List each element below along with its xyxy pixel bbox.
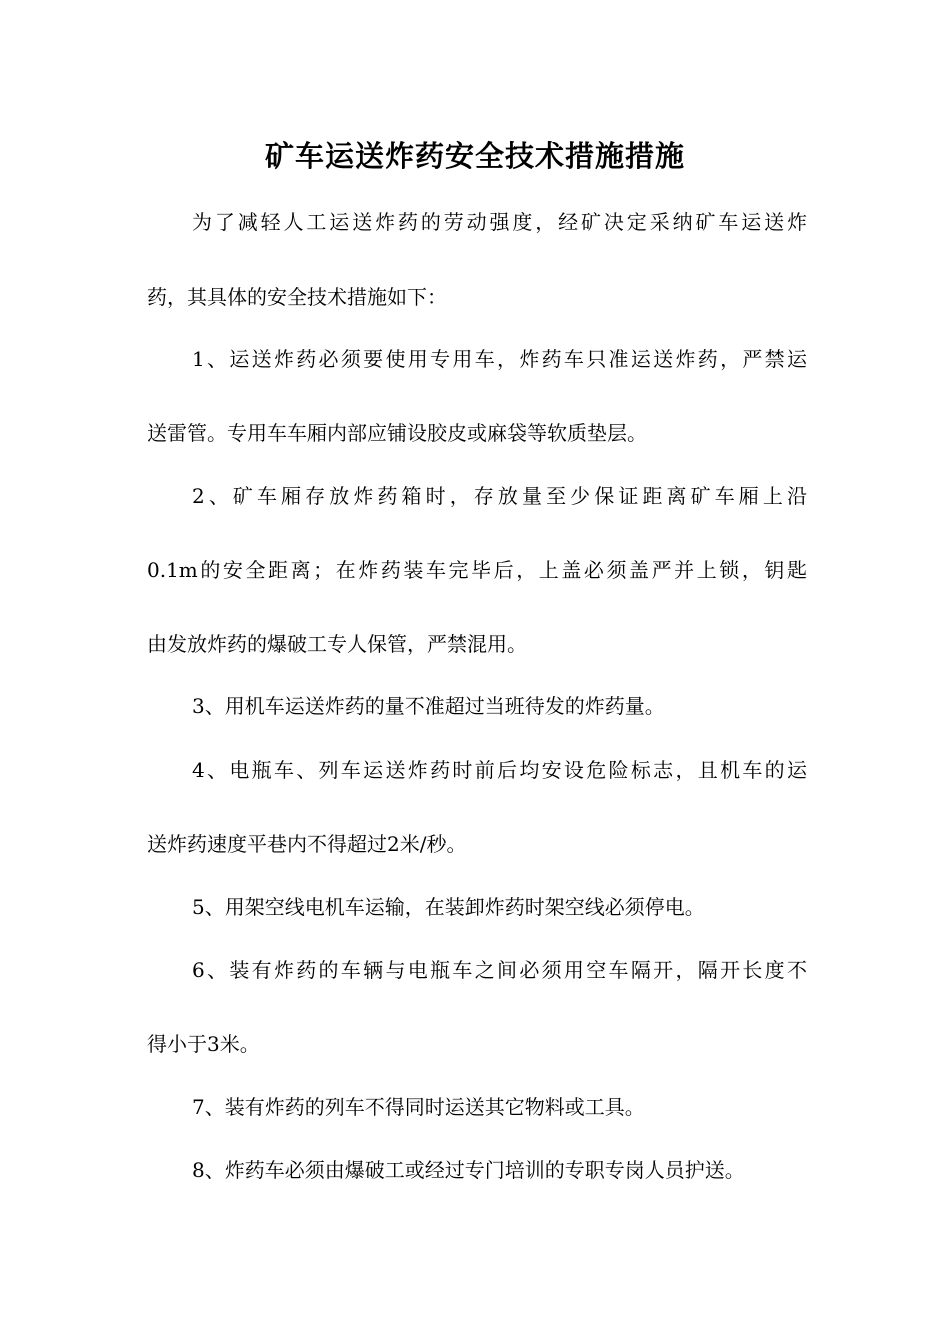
paragraph-line: 4、电瓶车、列车运送炸药时前后均安设危险标志，且机车的运 — [192, 758, 807, 782]
paragraph-line: 送炸药速度平巷内不得超过2米/秒。 — [147, 832, 467, 856]
paragraph-line: 7、装有炸药的列车不得同时运送其它物料或工具。 — [192, 1095, 645, 1119]
paragraph-line: 得小于3米。 — [147, 1032, 260, 1056]
paragraph-line: 5、用架空线电机车运输，在装卸炸药时架空线必须停电。 — [192, 895, 705, 919]
paragraph-line: 0.1m的安全距离；在炸药装车完毕后，上盖必须盖严并上锁，钥匙 — [147, 558, 807, 582]
paragraph-line: 药，其具体的安全技术措施如下： — [147, 285, 447, 309]
paragraph-line: 1、运送炸药必须要使用专用车，炸药车只准运送炸药，严禁运 — [192, 347, 807, 371]
paragraph-line: 为了减轻人工运送炸药的劳动强度，经矿决定采纳矿车运送炸 — [192, 210, 807, 234]
paragraph-line: 8、炸药车必须由爆破工或经过专门培训的专职专岗人员护送。 — [192, 1158, 745, 1182]
paragraph-line: 由发放炸药的爆破工专人保管，严禁混用。 — [147, 632, 527, 656]
paragraph-line: 6、装有炸药的车辆与电瓶车之间必须用空车隔开，隔开长度不 — [192, 958, 807, 982]
paragraph-line: 送雷管。专用车车厢内部应铺设胶皮或麻袋等软质垫层。 — [147, 421, 647, 445]
paragraph-line: 2、矿车厢存放炸药箱时，存放量至少保证距离矿车厢上沿 — [192, 484, 807, 508]
paragraph-line: 3、用机车运送炸药的量不准超过当班待发的炸药量。 — [192, 694, 665, 718]
document-title: 矿车运送炸药安全技术措施措施 — [264, 139, 685, 173]
